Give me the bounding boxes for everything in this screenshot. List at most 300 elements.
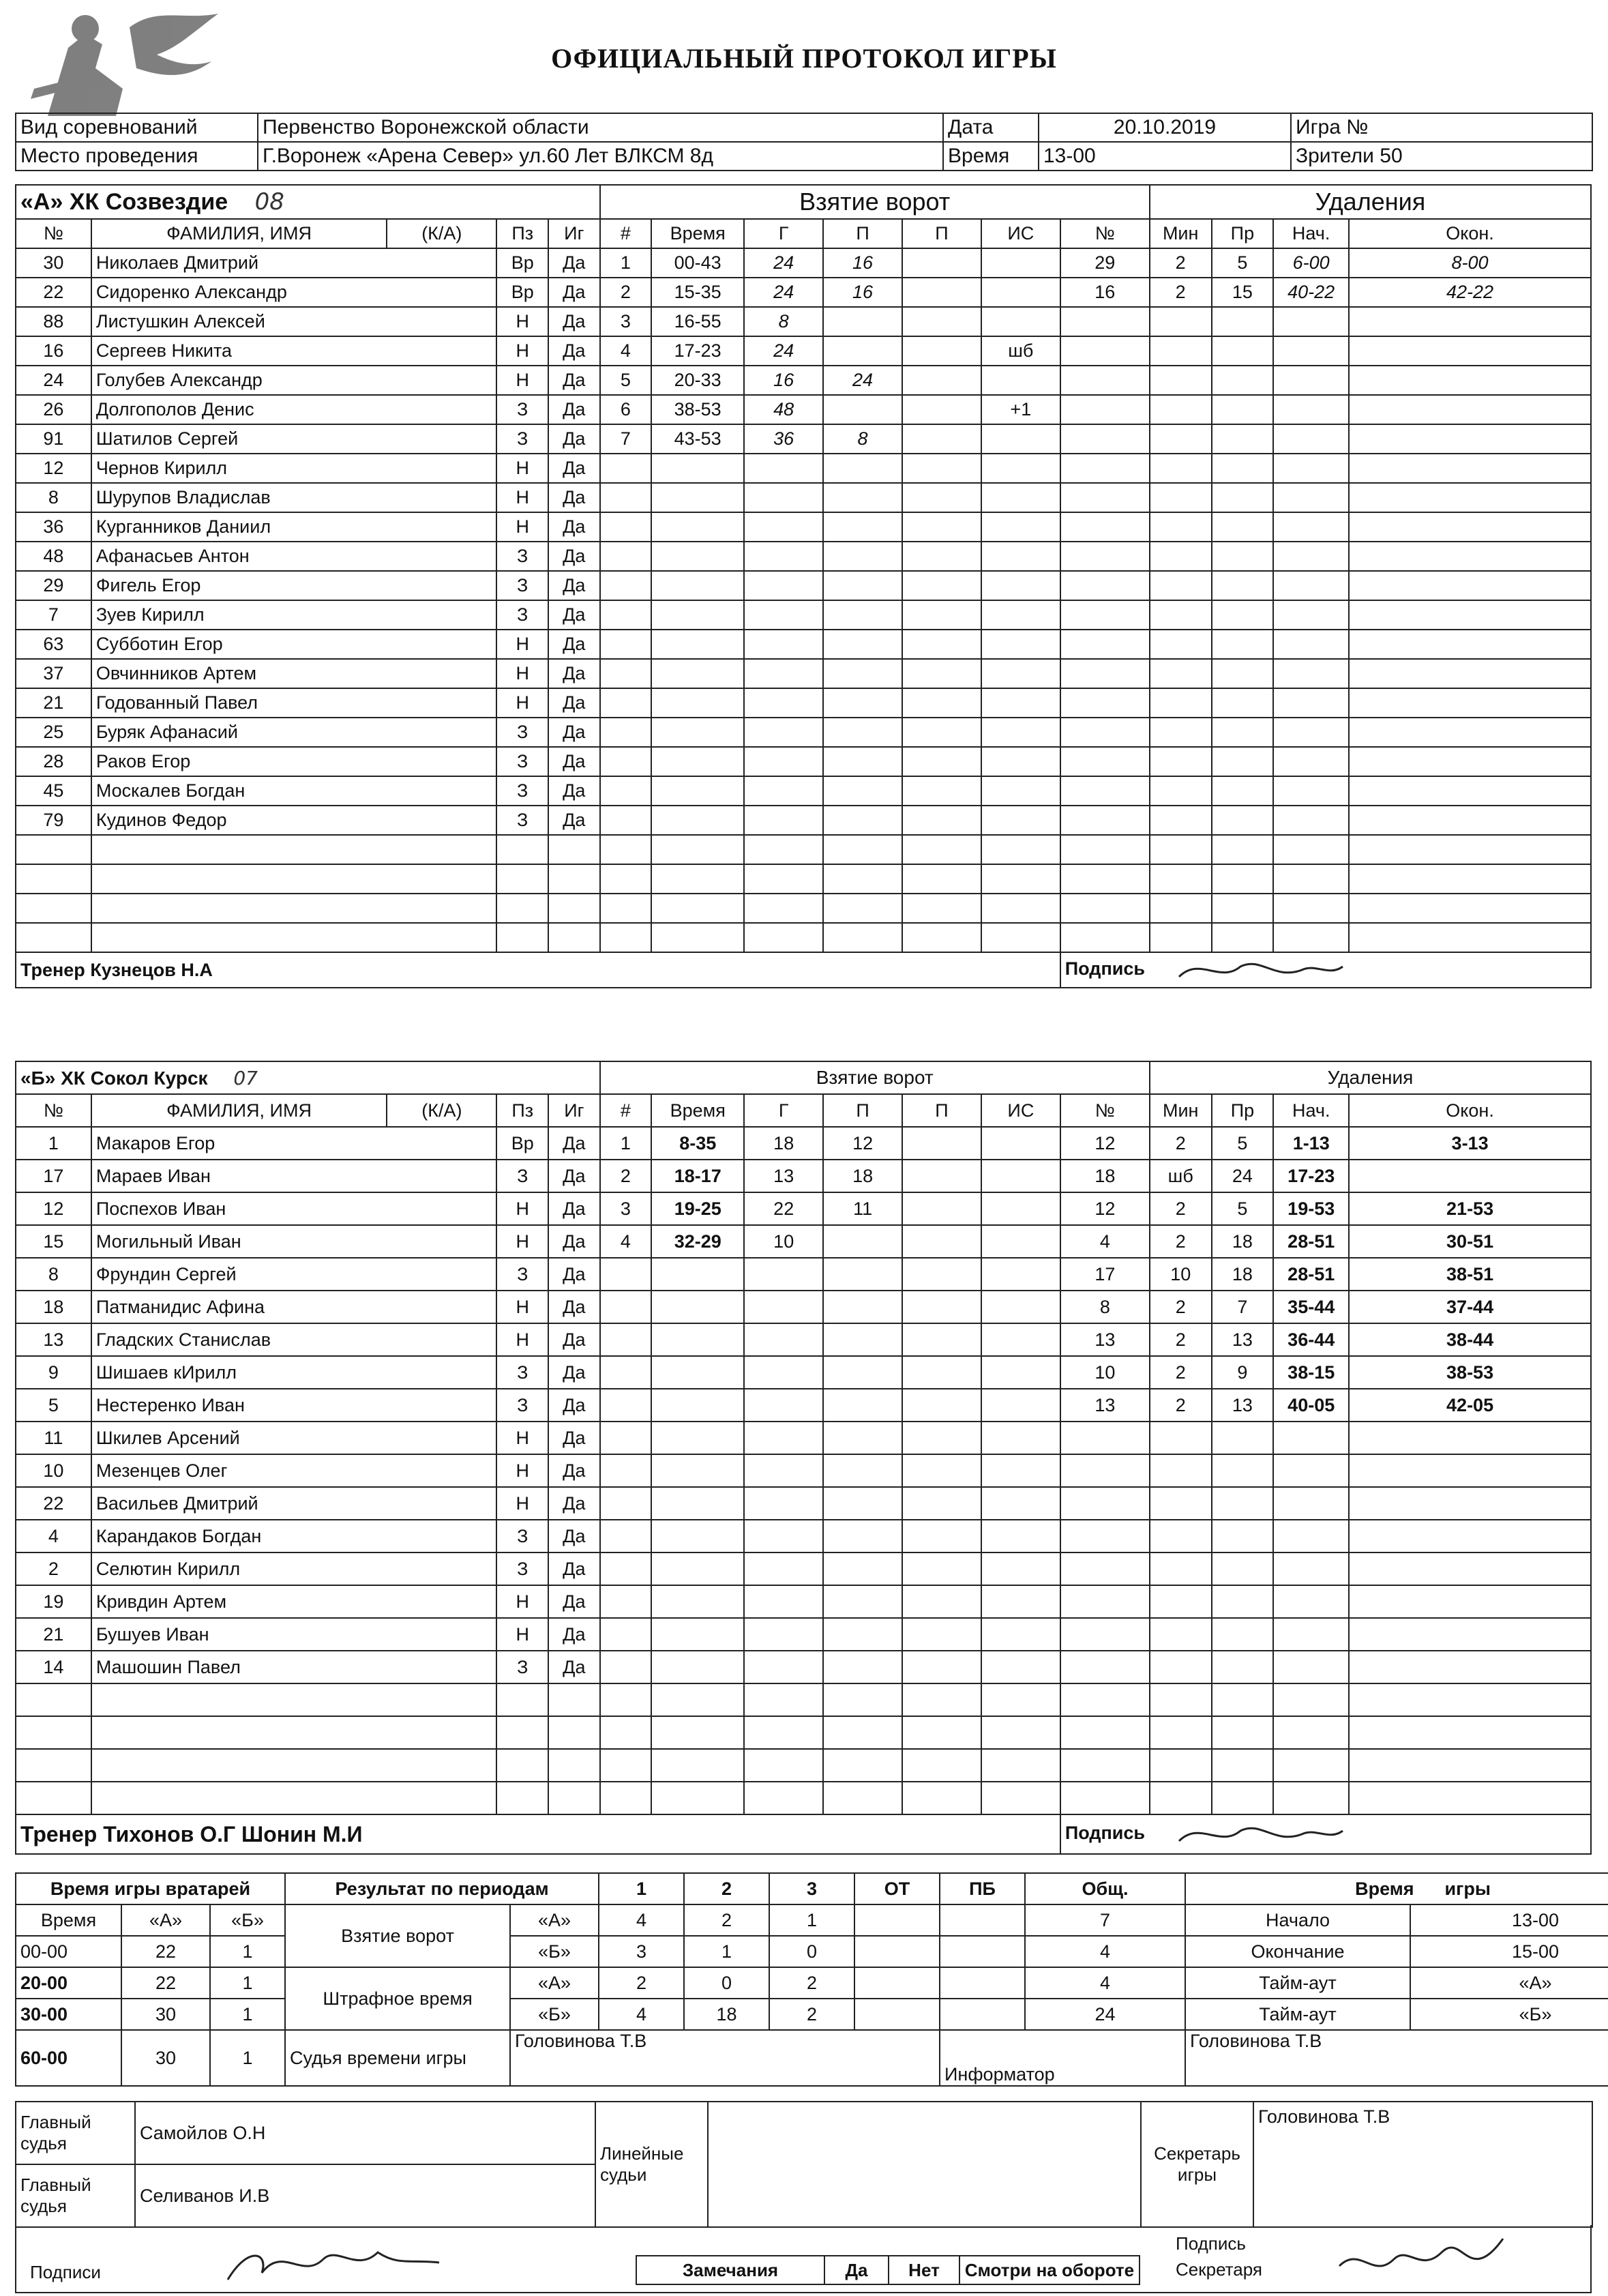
goal-assist-2 [902,512,981,542]
secretary-sign-label: Подпись Секретаря [1176,2233,1262,2280]
time-label: Тайм-аут [1185,1999,1410,2030]
goal-situation [981,278,1060,307]
team-a-section [15,184,1592,988]
penalty-reason [1212,571,1274,600]
goal-assist-2 [902,1585,981,1618]
penalty-start [1273,366,1349,395]
penalty-reason [1212,1454,1274,1487]
goal-situation [981,1552,1060,1585]
penalty-player [1060,1585,1150,1618]
penalty-minutes [1150,1651,1212,1683]
goal-assist-1 [823,923,902,952]
penalty-minutes [1150,630,1212,659]
player-position: З [496,571,548,600]
table-row [16,600,1591,630]
goal-scorer: 18 [744,1127,823,1160]
player-played: Да [548,424,600,454]
informer-name: Головинова Т.В [1185,2030,1608,2086]
penalty-start [1273,512,1349,542]
goal-situation [981,1749,1060,1782]
goal-situation [981,1487,1060,1520]
penalty-end [1349,1454,1591,1487]
penalty-start [1273,1422,1349,1454]
player-name: Фигель Егор [91,571,497,600]
player-name: Патманидис Афина [91,1291,497,1323]
penalty-minutes [1150,1552,1212,1585]
player-number: 8 [16,483,91,512]
player-played: Да [548,776,600,806]
secretary-label: Секретарь игры [1141,2102,1253,2227]
penalty-minutes: 2 [1150,1389,1212,1422]
goal-scorer [744,1552,823,1585]
penalty-reason [1212,806,1274,835]
goal-assist-2 [902,1683,981,1716]
goal-assist-2 [902,571,981,600]
goal-situation [981,923,1060,952]
goal-assist-2 [902,1323,981,1356]
player-name [91,923,497,952]
goal-scorer [744,776,823,806]
goal-assist-1 [823,1683,902,1716]
team-name: ХК Созвездие [69,189,228,215]
player-number: 21 [16,688,91,718]
period-value [854,1999,940,2030]
goal-situation [981,1291,1060,1323]
goal-situation [981,806,1060,835]
player-played: Да [548,1192,600,1225]
penalty-minutes [1150,718,1212,747]
penalty-start: 28-51 [1273,1258,1349,1291]
player-played: Да [548,1487,600,1520]
date-value: 20.10.2019 [1039,113,1291,142]
player-name [91,835,497,864]
goal-situation [981,1258,1060,1291]
goal-scorer [744,718,823,747]
goal-time [651,1291,744,1323]
period-col: Общ. [1025,1873,1185,1904]
header-table [15,113,1593,171]
summary-table [15,1872,1608,2087]
secretary-signature-icon [1332,2225,1510,2293]
remarks-label: Замечания [636,2256,824,2284]
goalie-time: 20-00 [16,1967,121,1999]
player-number: 16 [16,336,91,366]
player-position [496,864,548,894]
penalty-reason: 9 [1212,1356,1274,1389]
penalty-reason: 7 [1212,1291,1274,1323]
player-name: Овчинников Артем [91,659,497,688]
penalty-start [1273,718,1349,747]
goal-scorer [744,688,823,718]
penalty-player: 16 [1060,278,1150,307]
goal-assist-1 [823,747,902,776]
player-name: Нестеренко Иван [91,1389,497,1422]
penalty-minutes [1150,688,1212,718]
player-number: 88 [16,307,91,336]
table-row [16,483,1591,512]
goal-assist-1 [823,1291,902,1323]
col-start: Нач. [1273,219,1349,248]
goal-number [600,894,652,923]
player-name: Шишаев кИрилл [91,1356,497,1389]
player-name: Курганников Даниил [91,512,497,542]
goal-situation [981,1716,1060,1749]
period-value: 1 [769,1904,854,1936]
player-position: З [496,747,548,776]
date-label: Дата [943,113,1039,142]
goal-assist-1 [823,1585,902,1618]
goal-time [651,483,744,512]
penalty-end [1349,747,1591,776]
player-position: Н [496,659,548,688]
player-played: Да [548,1520,600,1552]
goal-assist-1 [823,1651,902,1683]
goalie-a: 22 [121,1967,210,1999]
goal-assist-1 [823,776,902,806]
penalty-end [1349,688,1591,718]
goal-time: 38-53 [651,395,744,424]
goal-assist-2 [902,1192,981,1225]
penalty-start [1273,542,1349,571]
goal-scorer [744,571,823,600]
player-number [16,1782,91,1814]
player-name: Поспехов Иван [91,1192,497,1225]
player-name: Афанасьев Антон [91,542,497,571]
goal-scorer: 24 [744,248,823,278]
period-row-label: Штрафное время [285,1967,510,2030]
player-name [91,1716,497,1749]
goal-situation: шб [981,336,1060,366]
player-played: Да [548,1160,600,1192]
player-position: З [496,1356,548,1389]
penalty-end [1349,1618,1591,1651]
player-number: 26 [16,395,91,424]
penalty-end [1349,1651,1591,1683]
penalty-minutes [1150,806,1212,835]
period-value: 4 [599,1999,684,2030]
goal-number [600,454,652,483]
penalty-reason: 18 [1212,1225,1274,1258]
player-number [16,1683,91,1716]
goal-time [651,1520,744,1552]
goal-number: 6 [600,395,652,424]
penalty-minutes: 2 [1150,248,1212,278]
goal-time [651,806,744,835]
goal-assist-2 [902,278,981,307]
goal-situation [981,1782,1060,1814]
goal-assist-1 [823,307,902,336]
goal-time [651,747,744,776]
goal-assist-2 [902,1454,981,1487]
player-position: Н [496,1618,548,1651]
goal-number [600,747,652,776]
col-pr: Пр [1212,1094,1274,1127]
penalty-start: 17-23 [1273,1160,1349,1192]
goal-assist-2 [902,1618,981,1651]
player-played [548,1749,600,1782]
col-goal_num: # [600,219,652,248]
player-name: Чернов Кирилл [91,454,497,483]
penalty-end: 30-51 [1349,1225,1591,1258]
penalty-reason [1212,483,1274,512]
penalty-reason: 13 [1212,1323,1274,1356]
col-ka: (К/А) [387,1094,496,1127]
team-year: 07 [233,1066,258,1089]
penalty-start [1273,424,1349,454]
penalty-end [1349,307,1591,336]
penalty-minutes: 2 [1150,1291,1212,1323]
player-number: 25 [16,718,91,747]
player-played: Да [548,630,600,659]
table-row [16,923,1591,952]
goal-assist-1 [823,1487,902,1520]
player-position: Н [496,688,548,718]
penalty-minutes [1150,424,1212,454]
period-value: 0 [769,1936,854,1967]
coach-name: Кузнецов Н.А [90,959,213,980]
penalty-reason [1212,542,1274,571]
player-played: Да [548,1356,600,1389]
goal-number [600,718,652,747]
penalty-end: 37-44 [1349,1291,1591,1323]
player-number: 24 [16,366,91,395]
penalties-title: Удаления [1150,185,1591,219]
player-name: Кудинов Федор [91,806,497,835]
penalty-end [1349,542,1591,571]
goal-scorer: 36 [744,424,823,454]
period-value: 2 [599,1967,684,1999]
penalty-reason [1212,1651,1274,1683]
table-row [16,1749,1591,1782]
goalie-time: 00-00 [16,1936,121,1967]
penalty-reason [1212,1618,1274,1651]
player-position: З [496,776,548,806]
coach-label: Тренер [20,959,85,980]
player-number: 10 [16,1454,91,1487]
penalty-reason [1212,395,1274,424]
signatures-label: Подписи [30,2262,101,2282]
penalty-reason [1212,1520,1274,1552]
time-title: Время [1355,1878,1414,1899]
goal-scorer: 13 [744,1160,823,1192]
player-name: Сидоренко Александр [91,278,497,307]
penalty-end: 42-22 [1349,278,1591,307]
col-p2: П [902,1094,981,1127]
player-played: Да [548,1127,600,1160]
goal-time [651,454,744,483]
penalty-minutes: 2 [1150,1225,1212,1258]
goal-scorer [744,835,823,864]
player-name: Москалев Богдан [91,776,497,806]
period-value [940,1936,1025,1967]
goal-assist-2 [902,630,981,659]
main-referee-label: Главный судья [16,2102,135,2164]
goal-assist-2 [902,1160,981,1192]
time-title-2: игры [1444,1878,1491,1899]
period-value: 7 [1025,1904,1185,1936]
goal-scorer: 16 [744,366,823,395]
col-end: Окон. [1349,219,1591,248]
penalty-minutes [1150,366,1212,395]
penalty-reason [1212,864,1274,894]
player-name [91,894,497,923]
period-value: 2 [769,1999,854,2030]
table-row [16,806,1591,835]
penalty-start [1273,776,1349,806]
player-played [548,1782,600,1814]
penalty-player [1060,688,1150,718]
goal-assist-1 [823,542,902,571]
goal-situation [981,1422,1060,1454]
penalty-start [1273,923,1349,952]
coach-signature [1060,1814,1591,1854]
player-number: 11 [16,1422,91,1454]
penalty-minutes [1150,1487,1212,1520]
goal-assist-1 [823,1258,902,1291]
penalty-reason: 5 [1212,1192,1274,1225]
penalty-end [1349,336,1591,366]
goalie-a: 30 [121,1999,210,2030]
player-number: 79 [16,806,91,835]
goal-situation [981,424,1060,454]
penalty-reason [1212,1585,1274,1618]
player-position: З [496,395,548,424]
table-row [16,1422,1591,1454]
player-name: Мараев Иван [91,1160,497,1192]
goal-time [651,1552,744,1585]
goal-situation [981,600,1060,630]
player-position [496,894,548,923]
goal-assist-1 [823,835,902,864]
team-tag: «Б» [510,1999,599,2030]
player-number: 48 [16,542,91,571]
player-name: Буряк Афанасий [91,718,497,747]
col-goal_num: # [600,1094,652,1127]
goal-time [651,1782,744,1814]
goal-assist-2 [902,1716,981,1749]
penalty-player: 13 [1060,1323,1150,1356]
penalty-player: 17 [1060,1258,1150,1291]
penalty-end [1349,659,1591,688]
player-number [16,1716,91,1749]
penalty-minutes [1150,1454,1212,1487]
penalty-reason [1212,1683,1274,1716]
penalty-player [1060,659,1150,688]
goal-assist-2 [902,542,981,571]
penalty-player [1060,307,1150,336]
goal-assist-1 [823,1749,902,1782]
main-referee-label-2: Главный судья [16,2164,135,2227]
time-value: 13-00 [1410,1904,1608,1936]
goal-number: 1 [600,1127,652,1160]
goal-assist-1 [823,1618,902,1651]
goal-number [600,483,652,512]
player-position: З [496,1520,548,1552]
penalty-reason [1212,718,1274,747]
goal-situation [981,1454,1060,1487]
player-name: Гладских Станислав [91,1323,497,1356]
goal-time: 20-33 [651,366,744,395]
penalty-reason [1212,1487,1274,1520]
player-position: Н [496,336,548,366]
period-value: 0 [684,1967,769,1999]
penalty-reason [1212,776,1274,806]
goal-number [600,1683,652,1716]
goal-assist-2 [902,1258,981,1291]
period-value [940,1904,1025,1936]
col-g: Г [744,1094,823,1127]
period-col: 2 [684,1873,769,1904]
penalty-start: 40-05 [1273,1389,1349,1422]
penalty-reason [1212,1782,1274,1814]
team-b-section [15,1061,1592,1855]
penalty-player: 18 [1060,1160,1150,1192]
penalty-player [1060,747,1150,776]
player-position: Н [496,483,548,512]
goal-situation [981,1225,1060,1258]
player-name: Листушкин Алексей [91,307,497,336]
penalty-end [1349,1683,1591,1716]
penalty-minutes [1150,454,1212,483]
penalty-end [1349,1160,1591,1192]
team_a-title [16,185,600,219]
goal-time: 18-17 [651,1160,744,1192]
table-row [16,571,1591,600]
goal-number [600,1585,652,1618]
coach [16,952,1060,988]
goal-number: 5 [600,366,652,395]
team-name: ХК Сокол Курск [61,1067,208,1089]
table-row [16,366,1591,395]
penalty-start: 1-13 [1273,1127,1349,1160]
period-value [854,1967,940,1999]
penalty-start [1273,1683,1349,1716]
player-played: Да [548,1552,600,1585]
team-b-table [15,1061,1592,1855]
goal-situation [981,835,1060,864]
period-value: 18 [684,1999,769,2030]
goal-assist-2 [902,806,981,835]
penalty-minutes [1150,1716,1212,1749]
goal-time [651,1389,744,1422]
goal-number [600,923,652,952]
player-position: Н [496,1323,548,1356]
penalty-start [1273,483,1349,512]
penalty-end [1349,1749,1591,1782]
result-title: Результат по периодам [285,1873,599,1904]
penalty-start [1273,747,1349,776]
player-played: Да [548,483,600,512]
table-row [16,630,1591,659]
player-position: Н [496,630,548,659]
penalty-minutes: 2 [1150,278,1212,307]
goal-number: 1 [600,248,652,278]
penalty-end: 3-13 [1349,1127,1591,1160]
penalty-reason: 24 [1212,1160,1274,1192]
summary-section [15,1872,1608,2087]
goalie-b: 1 [210,1999,285,2030]
table-row [16,1683,1591,1716]
penalty-player: 13 [1060,1389,1150,1422]
team-a-table [15,184,1592,988]
goal-number [600,512,652,542]
goal-assist-2 [902,776,981,806]
player-number [16,1749,91,1782]
goal-assist-1 [823,1716,902,1749]
linesmen-label: Линейные судьи [595,2102,708,2227]
goal-assist-2 [902,1356,981,1389]
col-pen_num: № [1060,1094,1150,1127]
